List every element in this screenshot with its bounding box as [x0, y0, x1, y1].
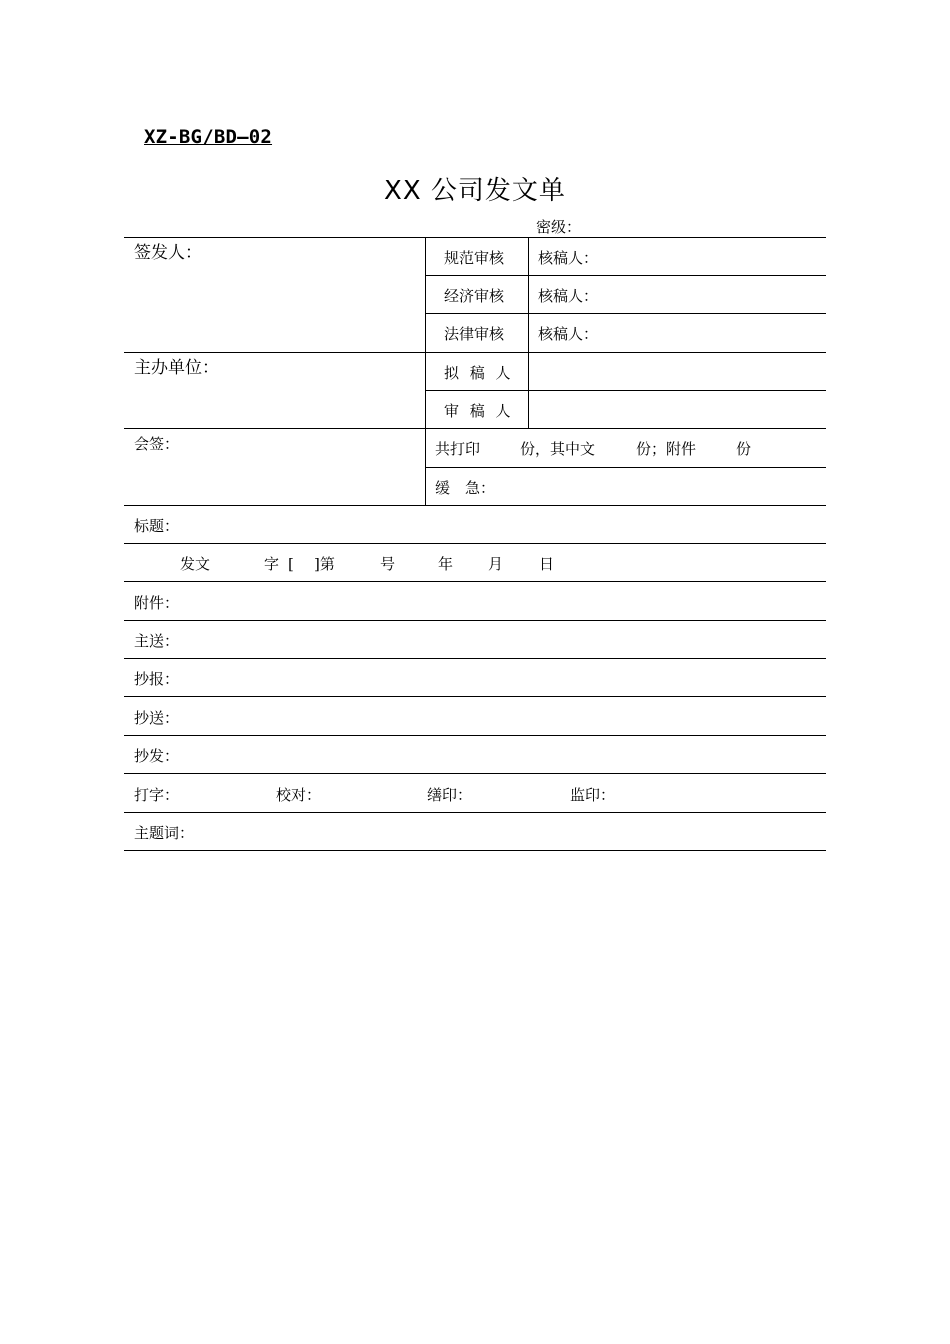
rule-distribute — [124, 773, 826, 774]
rule-drafter — [426, 390, 826, 391]
typing-label: 打字： — [134, 786, 180, 804]
report-to-label: 抄报： — [134, 670, 180, 688]
document-code: XZ-BG/BD—02 — [144, 126, 273, 148]
divider-main — [425, 237, 426, 505]
docnum-year: 年 — [438, 555, 454, 573]
docnum-number: 号 — [380, 555, 396, 573]
distribute-label: 抄发： — [134, 747, 180, 765]
checker-label-legal: 核稿人： — [538, 325, 599, 343]
rule-footer — [124, 812, 826, 813]
rule-attach — [124, 620, 826, 621]
rule-copy — [124, 735, 826, 736]
review-type-economic: 经济审核 — [444, 287, 505, 305]
rule-section-1 — [124, 352, 826, 353]
print-unit-label: 份 — [736, 440, 752, 458]
rule-print — [426, 467, 826, 468]
host-unit-label: 主办单位： — [134, 358, 219, 378]
countersign-label: 会签： — [134, 435, 180, 453]
checker-label-economic: 核稿人： — [538, 287, 599, 305]
rule-subject — [124, 543, 826, 544]
divider-review — [528, 237, 529, 428]
rule-section-3 — [124, 505, 826, 506]
signer-label: 签发人： — [134, 243, 202, 263]
checker-label-standard: 核稿人： — [538, 249, 599, 267]
supervise-label: 监印： — [570, 786, 616, 804]
docnum-char: 字 — [264, 555, 280, 573]
proof-label: 校对： — [276, 786, 322, 804]
rule-docnum — [124, 581, 826, 582]
rule-top — [124, 237, 826, 238]
drafter-label: 拟 稿 人 — [444, 364, 511, 382]
docnum-issue: 发文 — [180, 555, 211, 573]
docnum-bracket-open: [ — [288, 555, 294, 573]
page-title: XX 公司发文单 — [384, 176, 566, 206]
review-type-legal: 法律审核 — [444, 325, 505, 343]
attachment-label: 附件： — [134, 594, 180, 612]
rule-report — [124, 696, 826, 697]
rule-main — [124, 658, 826, 659]
urgency-label: 缓 急： — [435, 479, 496, 497]
rule-review-2 — [426, 313, 826, 314]
docnum-month: 月 — [488, 555, 504, 573]
print-label: 缮印： — [427, 786, 473, 804]
print-body-label: 份，其中文 — [520, 440, 596, 458]
docnum-day: 日 — [539, 555, 555, 573]
print-attach-label: 份；附件 — [636, 440, 697, 458]
subject-label: 标题： — [134, 517, 180, 535]
print-total-label: 共打印 — [435, 440, 481, 458]
rule-review-1 — [426, 275, 826, 276]
reviewer-label: 审 稿 人 — [444, 402, 511, 420]
copy-to-label: 抄送： — [134, 709, 180, 727]
keywords-label: 主题词： — [134, 824, 195, 842]
rule-bottom — [124, 850, 826, 851]
docnum-bracket-close: ]第 — [314, 555, 335, 573]
rule-section-2 — [124, 428, 826, 429]
review-type-standard: 规范审核 — [444, 249, 505, 267]
secret-level-label: 密级： — [536, 218, 582, 236]
main-to-label: 主送： — [134, 632, 180, 650]
